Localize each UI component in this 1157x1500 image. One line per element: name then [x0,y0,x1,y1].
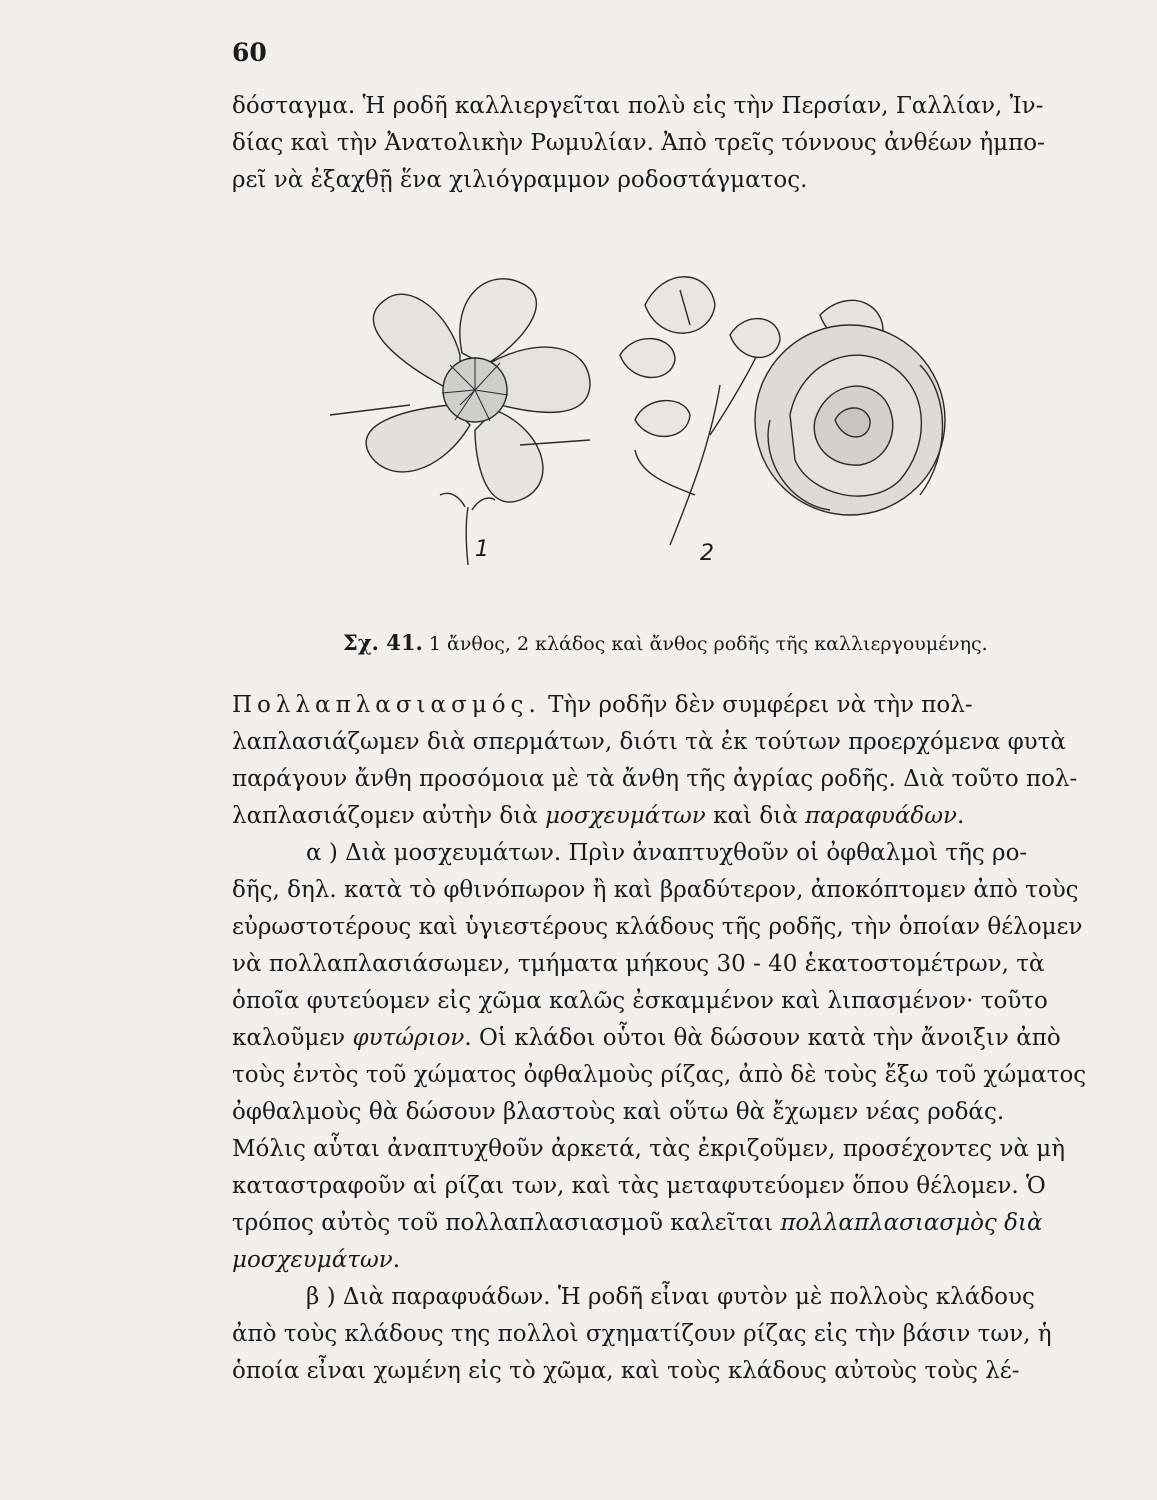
text-line: λαπλασιάζομεν αὐτὴν διὰ μοσχευμάτων καὶ διὰ παραφυάδων. [232,803,965,829]
text-line: ἀπὸ τοὺς κλάδους της πολλοὶ σχηματίζουν ρίζας εἰς τὴν βάσιν των, ἡ [232,1321,1052,1347]
text-line: Μόλις αὗται ἀναπτυχθοῦν ἀρκετά, τὰς ἐκριζοῦμεν, προσέχοντες νὰ μὴ [232,1136,1065,1162]
figure-reference: Σχ. 41. [343,630,423,655]
text-line: ὁποία εἶναι χωμένη εἰς τὸ χῶμα, καὶ τοὺς κλάδους αὐτοὺς τοὺς λέ- [232,1358,1020,1384]
text-line: Πολλαπλασιασμός. Τὴν ροδῆν δὲν συμφέρει νὰ τὴν πολ- [232,692,973,718]
propagation-section [232,687,1087,1390]
wild-rose-flower-drawing [330,279,590,565]
text-line: δόσταγμα. Ἡ ροδῆ καλλιεργεῖται πολὺ εἰς τὴν Περσίαν, Γαλλίαν, Ἰν- [232,93,1044,119]
section-heading: Πολλαπλασιασμός. [232,692,541,718]
method-b-heading-line: β ) Διὰ παραφυάδων. Ἡ ροδῆ εἶναι φυτὸν μὲ πολλοὺς κλάδους [306,1284,1035,1310]
text-line: εὐρωστοτέρους καὶ ὑγιεστέρους κλάδους τῆς ροδῆς, τὴν ὁποίαν θέλομεν [232,914,1083,940]
figure-caption [343,630,988,655]
page-number: 60 [232,38,267,67]
cultivated-rose-branch-drawing [620,277,945,545]
text-line: ὁποῖα φυτεύομεν εἰς χῶμα καλῶς ἐσκαμμένον καὶ λιπασμένον· τοῦτο [232,988,1048,1014]
text-line: τρόπος αὐτὸς τοῦ πολλαπλασιασμοῦ καλεῖται πολλαπλασιασμὸς διὰ [232,1210,1043,1236]
text-line: δῆς, δηλ. κατὰ τὸ φθινόπωρον ἢ καὶ βραδύτερον, ἀποκόπτομεν ἀπὸ τοὺς [232,877,1079,903]
rose-illustration [290,245,990,575]
text-line: τοὺς ἐντὸς τοῦ χώματος ὀφθαλμοὺς ρίζας, ἀπὸ δὲ τοὺς ἔξω τοῦ χώματος [232,1062,1087,1088]
figure-caption-text: 1 ἄνθος, 2 κλάδος καὶ ἄνθος ροδῆς τῆς καλλιεργουμένης. [428,633,988,655]
text-line: παράγουν ἄνθη προσόμοια μὲ τὰ ἄνθη τῆς ἀγρίας ροδῆς. Διὰ τοῦτο πολ- [232,766,1078,792]
text-line: λαπλασιάζωμεν διὰ σπερμάτων, διότι τὰ ἐκ τούτων προερχόμενα φυτὰ [232,729,1066,755]
text-line: νὰ πολλαπλασιάσωμεν, τμήματα μήκους 30 - 40 ἑκατοστομέτρων, τὰ [232,951,1045,977]
intro-paragraph [232,88,1062,199]
text-line: ὀφθαλμοὺς θὰ δώσουν βλαστοὺς καὶ οὕτω θὰ ἔχωμεν νέας ροδάς. [232,1099,1005,1125]
figure-label-2: 2 [700,541,714,566]
text-line: μοσχευμάτων. [232,1247,401,1273]
method-a-heading-line: α ) Διὰ μοσχευμάτων. Πρὶν ἀναπτυχθοῦν οἱ ὀφθαλμοὶ τῆς ρο- [306,840,1028,866]
text-line: καλοῦμεν φυτώριον. Οἱ κλάδοι οὗτοι θὰ δώσουν κατὰ τὴν ἄνοιξιν ἀπὸ [232,1025,1061,1051]
rose-figure [290,245,990,575]
text-line: ρεῖ νὰ ἐξαχθῇ ἕνα χιλιόγραμμον ροδοστάγματος. [232,167,808,193]
text-line: δίας καὶ τὴν Ἀνατολικὴν Ρωμυλίαν. Ἀπὸ τρεῖς τόννους ἀνθέων ἠμπο- [232,130,1045,156]
figure-label-1: 1 [475,537,489,562]
text-line: καταστραφοῦν αἱ ρίζαι των, καὶ τὰς μεταφυτεύομεν ὅπου θέλομεν. Ὁ [232,1173,1046,1199]
